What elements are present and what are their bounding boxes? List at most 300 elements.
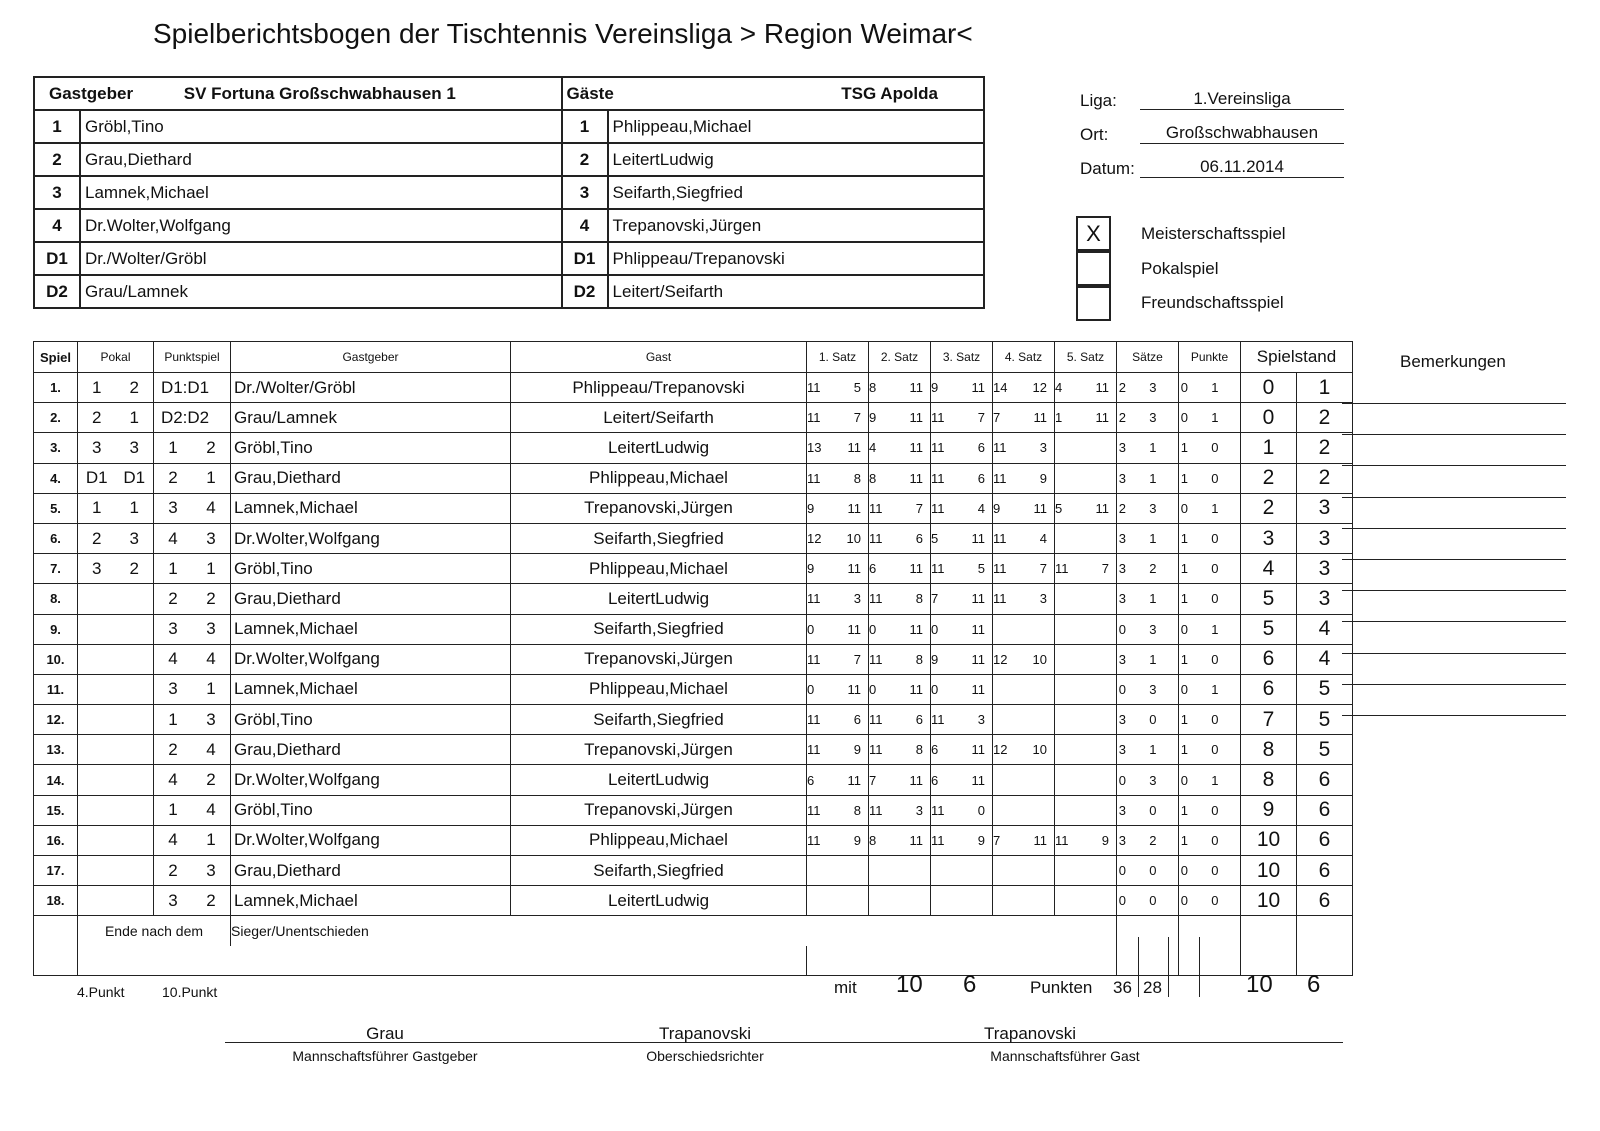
set-host: 0: [869, 681, 877, 697]
punkte-cell: [1179, 856, 1241, 886]
stand-host: 10: [1241, 825, 1297, 855]
punkte-guest: 1: [1211, 380, 1219, 396]
set-score: [931, 886, 993, 916]
saetze-host: 3: [1118, 832, 1126, 848]
set-score: [807, 373, 869, 403]
set-score: [1055, 644, 1117, 674]
set-guest: 9: [853, 832, 861, 848]
set-score: [807, 886, 869, 916]
guest-player-name: Trepanovski,Jürgen: [608, 209, 984, 242]
set-host: 0: [807, 681, 815, 697]
set-score: [993, 433, 1055, 463]
punkte-guest: 1: [1211, 772, 1219, 788]
set-guest: 11: [971, 742, 985, 758]
host-player-num: D1: [34, 242, 80, 275]
punkte-host: 1: [1180, 591, 1188, 607]
saetze-guest: 0: [1149, 893, 1157, 909]
set-score: [807, 614, 869, 644]
guest-player: Seifarth,Siegfried: [511, 856, 807, 886]
set-guest: 11: [1033, 832, 1047, 848]
game-number: 3.: [34, 433, 78, 463]
punkt-guest: 2: [206, 437, 216, 457]
remark-line: [1342, 434, 1566, 435]
saetze-guest: 0: [1149, 802, 1157, 818]
col-satz4: 4. Satz: [993, 342, 1055, 373]
punkt-host: 4: [168, 528, 178, 548]
set-host: 11: [869, 712, 883, 728]
host-player: Grau,Diethard: [231, 856, 511, 886]
saetze-cell: [1117, 825, 1179, 855]
set-host: 12: [993, 742, 1008, 758]
stand-host: 10: [1241, 886, 1297, 916]
saetze-guest: 1: [1149, 440, 1157, 456]
set-score: [807, 493, 869, 523]
set-guest: 8: [853, 802, 861, 818]
saetze-cell: [1117, 674, 1179, 704]
guest-player: Leitert/Seifarth: [511, 403, 807, 433]
set-host: 11: [993, 440, 1007, 456]
punkt-guest: 2: [206, 588, 216, 608]
set-score: [869, 705, 931, 735]
col-spielstand: Spielstand: [1241, 342, 1353, 373]
saetze-guest: 2: [1149, 561, 1157, 577]
set-host: 11: [807, 591, 821, 607]
set-guest: 0: [977, 802, 985, 818]
set-guest: 11: [909, 681, 923, 697]
col-punktspiel: Punktspiel: [154, 342, 231, 373]
set-host: 11: [869, 802, 883, 818]
col-satz5: 5. Satz: [1055, 342, 1117, 373]
player-row: [34, 242, 984, 275]
stand-guest: 4: [1297, 644, 1353, 674]
remark-line: [1342, 653, 1566, 654]
punkt-host: 2: [168, 860, 178, 880]
set-score: [869, 886, 931, 916]
guest-player: Trepanovski,Jürgen: [511, 493, 807, 523]
saetze-guest: 1: [1149, 591, 1157, 607]
punkt-guest: 1: [206, 679, 216, 699]
set-host: 11: [807, 712, 821, 728]
pokal-guest: 2: [129, 558, 139, 578]
saetze-cell: [1117, 765, 1179, 795]
stand-guest: 5: [1297, 705, 1353, 735]
pokal-cell: [78, 433, 154, 463]
saetze-host: 0: [1118, 681, 1126, 697]
host-player: Dr.Wolter,Wolfgang: [231, 644, 511, 674]
set-score: [993, 644, 1055, 674]
saetze-cell: [1117, 795, 1179, 825]
punkt-host: 1: [168, 558, 178, 578]
sig-name-host: Grau: [366, 1024, 404, 1043]
set-score: [931, 795, 993, 825]
saetze-guest: 1: [1149, 651, 1157, 667]
punkt-cell: [154, 584, 231, 614]
game-number: 16.: [34, 825, 78, 855]
set-score: [1055, 825, 1117, 855]
guest-player-num: 2: [562, 143, 608, 176]
game-row: [34, 433, 1353, 463]
set-score: [869, 614, 931, 644]
game-row: [34, 886, 1353, 916]
punkt-cell: [154, 856, 231, 886]
stand-guest: 5: [1297, 674, 1353, 704]
page-title: Spielberichtsbogen der Tischtennis Vereinsliga > Region Weimar<: [153, 18, 973, 49]
set-score: [931, 584, 993, 614]
set-score: [1055, 403, 1117, 433]
host-player: Gröbl,Tino: [231, 554, 511, 584]
set-host: 9: [931, 380, 939, 396]
punkt-host: 4: [168, 649, 178, 669]
stand-guest: 3: [1297, 493, 1353, 523]
set-score: [993, 463, 1055, 493]
game-number: 15.: [34, 795, 78, 825]
punkte-guest: 0: [1211, 470, 1219, 486]
type-checkbox-freund[interactable]: [1076, 286, 1111, 321]
punkt-cell: [154, 705, 231, 735]
set-host: 11: [931, 410, 945, 426]
game-number: 14.: [34, 765, 78, 795]
punkt-cell: [154, 373, 231, 403]
guest-player-name: LeitertLudwig: [608, 143, 984, 176]
punkte-guest: 1: [1211, 410, 1219, 426]
set-host: 11: [931, 712, 945, 728]
stand-guest: 5: [1297, 735, 1353, 765]
punkt-guest: 3: [206, 860, 216, 880]
punkte-cell: [1179, 584, 1241, 614]
host-player: Grau,Diethard: [231, 735, 511, 765]
remark-line: [1342, 497, 1566, 498]
set-host: 0: [869, 621, 877, 637]
saetze-cell: [1117, 523, 1179, 553]
set-score: [869, 523, 931, 553]
host-player: Dr./Wolter/Gröbl: [231, 373, 511, 403]
saetze-cell: [1117, 373, 1179, 403]
stand-guest: 6: [1297, 765, 1353, 795]
sig-role-referee: Oberschiedsrichter: [646, 1048, 764, 1064]
punkte-guest: 0: [1211, 893, 1219, 909]
punkt-host: 3: [168, 679, 178, 699]
sig-role-host: Mannschaftsführer Gastgeber: [292, 1048, 478, 1064]
set-host: 11: [931, 500, 945, 516]
punkte-cell: [1179, 674, 1241, 704]
set-guest: 5: [977, 561, 985, 577]
punkte-host: 0: [1180, 410, 1188, 426]
set-host: 9: [869, 410, 877, 426]
set-host: 6: [931, 742, 939, 758]
remark-line: [1342, 465, 1566, 466]
punkt-guest: 4: [206, 739, 216, 759]
set-score: [1055, 735, 1117, 765]
set-score: [869, 493, 931, 523]
col-gastgeber: Gastgeber: [231, 342, 511, 373]
set-score: [1055, 373, 1117, 403]
stand-guest: 2: [1297, 433, 1353, 463]
pokal-host: 2: [92, 528, 102, 548]
game-number: 7.: [34, 554, 78, 584]
set-guest: 7: [853, 651, 861, 667]
guest-player-num: 3: [562, 176, 608, 209]
saetze-host: 2: [1118, 380, 1126, 396]
punkte-guest: 0: [1211, 712, 1219, 728]
punkt-guest: 1: [206, 468, 216, 488]
pokal-host: 1: [92, 377, 102, 397]
set-host: 11: [1055, 832, 1069, 848]
col-satz2: 2. Satz: [869, 342, 931, 373]
set-guest: 11: [909, 621, 923, 637]
set-host: 11: [869, 742, 883, 758]
host-player-name: Dr.Wolter,Wolfgang: [80, 209, 562, 242]
punkte-cell: [1179, 523, 1241, 553]
punkte-host: 1: [1180, 832, 1188, 848]
set-guest: 11: [847, 772, 861, 788]
set-score: [807, 765, 869, 795]
sieger-label: Sieger/Unentschieden: [231, 916, 807, 946]
saetze-guest: 0: [1149, 863, 1157, 879]
host-team: SV Fortuna Großschwabhausen 1: [183, 83, 456, 103]
type-checkbox-meister[interactable]: X: [1076, 216, 1111, 251]
host-header: [34, 77, 562, 110]
saetze-host: 0: [1118, 893, 1126, 909]
set-host: 11: [931, 802, 945, 818]
set-guest: 6: [915, 712, 923, 728]
punkt-cell: [154, 463, 231, 493]
set-score: [1055, 433, 1117, 463]
stand-host: 9: [1241, 795, 1297, 825]
punkt-host: 2: [168, 468, 178, 488]
punkt-guest: 4: [206, 649, 216, 669]
set-guest: 7: [1101, 561, 1109, 577]
pokal-host: 2: [92, 407, 102, 427]
set-host: 5: [931, 531, 939, 547]
bemerkungen-label: Bemerkungen: [1400, 352, 1506, 371]
saetze-host: 2: [1118, 410, 1126, 426]
set-guest: 7: [915, 500, 923, 516]
set-host: 11: [993, 470, 1007, 486]
set-guest: 11: [909, 470, 923, 486]
set-host: 11: [869, 531, 883, 547]
remark-line: [1342, 559, 1566, 560]
set-score: [931, 373, 993, 403]
game-row: [34, 765, 1353, 795]
set-guest: 11: [1095, 380, 1109, 396]
stand-total-host: 10: [1246, 971, 1273, 998]
punkt-cell: [154, 765, 231, 795]
saetze-guest: 1: [1149, 742, 1157, 758]
game-row: [34, 644, 1353, 674]
saetze-host: 3: [1118, 742, 1126, 758]
pokal-cell: [78, 795, 154, 825]
game-number: 9.: [34, 614, 78, 644]
game-number: 6.: [34, 523, 78, 553]
punkt-host: 4: [168, 830, 178, 850]
set-score: [1055, 554, 1117, 584]
set-host: 8: [869, 380, 877, 396]
player-row: [34, 275, 984, 308]
set-guest: 9: [1039, 470, 1047, 486]
game-number: 10.: [34, 644, 78, 674]
set-host: 9: [807, 561, 815, 577]
guest-player-name: Leitert/Seifarth: [608, 275, 984, 308]
guest-player-num: 1: [562, 110, 608, 143]
stand-guest: 3: [1297, 584, 1353, 614]
set-guest: 11: [971, 591, 985, 607]
pokal-host: 3: [92, 437, 102, 457]
punkte-guest: 0: [1211, 561, 1219, 577]
saetze-cell: [1117, 886, 1179, 916]
punkte-host: 1: [1180, 470, 1188, 486]
set-score: [807, 644, 869, 674]
punkt-guest: 2: [206, 770, 216, 790]
saetze-guest: 2: [1149, 832, 1157, 848]
saetze-guest: 3: [1149, 500, 1157, 516]
punkt-cell: [154, 554, 231, 584]
saetze-host: 3: [1118, 802, 1126, 818]
host-player: Dr.Wolter,Wolfgang: [231, 523, 511, 553]
set-score: [869, 463, 931, 493]
set-host: 0: [931, 621, 939, 637]
ort-value: Großschwabhausen: [1140, 123, 1344, 144]
stand-guest: 6: [1297, 886, 1353, 916]
host-label: Gastgeber: [49, 83, 134, 103]
game-number: 5.: [34, 493, 78, 523]
game-number: 4.: [34, 463, 78, 493]
set-score: [931, 463, 993, 493]
guest-player: Seifarth,Siegfried: [511, 705, 807, 735]
set-host: 12: [807, 531, 822, 547]
set-guest: 11: [909, 410, 923, 426]
saetze-host: 3: [1118, 561, 1126, 577]
saetze-host: 0: [1118, 772, 1126, 788]
set-host: 11: [869, 500, 883, 516]
set-score: [993, 493, 1055, 523]
punkt-cell: [154, 735, 231, 765]
game-row: [34, 403, 1353, 433]
pokal-guest: 3: [129, 528, 139, 548]
type-checkbox-pokal[interactable]: [1076, 251, 1111, 286]
host-player: Gröbl,Tino: [231, 433, 511, 463]
stand-host: 6: [1241, 674, 1297, 704]
saetze-host: 3: [1118, 712, 1126, 728]
set-score: [993, 373, 1055, 403]
pokal-cell: [78, 523, 154, 553]
set-score: [807, 433, 869, 463]
final-score-guest: 6: [963, 971, 977, 998]
punkt-cell: [154, 674, 231, 704]
guest-player-num: D2: [562, 275, 608, 308]
set-guest: 11: [971, 651, 985, 667]
set-host: 7: [931, 591, 939, 607]
set-host: 7: [993, 832, 1001, 848]
player-row: [34, 176, 984, 209]
stand-host: 0: [1241, 403, 1297, 433]
games-table: [33, 341, 1353, 976]
set-host: 0: [931, 681, 939, 697]
col-punkte: Punkte: [1179, 342, 1241, 373]
punkt-guest: 1: [206, 558, 216, 578]
host-player-name: Gröbl,Tino: [80, 110, 562, 143]
set-score: [931, 856, 993, 886]
punkte-guest: 0: [1211, 440, 1219, 456]
stand-guest: 1: [1297, 373, 1353, 403]
remark-line: [1342, 621, 1566, 622]
saetze-host: 3: [1118, 531, 1126, 547]
set-host: 11: [993, 591, 1007, 607]
set-host: 11: [993, 531, 1007, 547]
final-score-host: 10: [896, 971, 923, 998]
punkt-cell: [154, 614, 231, 644]
set-score: [993, 765, 1055, 795]
set-score: [1055, 795, 1117, 825]
set-guest: 6: [853, 712, 861, 728]
pokal-cell: [78, 705, 154, 735]
set-score: [869, 856, 931, 886]
guest-header: [562, 77, 984, 110]
set-host: 11: [807, 470, 821, 486]
stand-host: 5: [1241, 614, 1297, 644]
set-guest: 8: [915, 742, 923, 758]
punkt-host: D1:D1: [160, 377, 210, 397]
set-score: [931, 523, 993, 553]
punkt-host: 4: [168, 770, 178, 790]
saetze-host: 3: [1118, 440, 1126, 456]
punkt-host: 1: [168, 800, 178, 820]
punkt-host: 3: [168, 498, 178, 518]
punkte-host: 0: [1180, 621, 1188, 637]
punkte-guest: 0: [1211, 531, 1219, 547]
host-player: Dr.Wolter,Wolfgang: [231, 765, 511, 795]
set-host: 8: [869, 832, 877, 848]
host-player: Gröbl,Tino: [231, 795, 511, 825]
punkte-cell: [1179, 825, 1241, 855]
player-row: [34, 209, 984, 242]
host-player: Lamnek,Michael: [231, 674, 511, 704]
host-player: Grau,Diethard: [231, 584, 511, 614]
set-score: [807, 795, 869, 825]
stand-host: 8: [1241, 735, 1297, 765]
set-host: 4: [869, 440, 877, 456]
game-row: [34, 705, 1353, 735]
pokal-cell: [78, 493, 154, 523]
game-row: [34, 523, 1353, 553]
pokal-cell: [78, 765, 154, 795]
game-number: 8.: [34, 584, 78, 614]
stand-host: 1: [1241, 433, 1297, 463]
set-guest: 9: [1101, 832, 1109, 848]
sig-name-guest: Trapanovski: [984, 1024, 1076, 1043]
set-guest: 6: [977, 470, 985, 486]
set-host: 6: [931, 772, 939, 788]
set-score: [931, 614, 993, 644]
set-guest: 11: [909, 380, 923, 396]
punkte-host: 1: [1180, 742, 1188, 758]
remark-line: [1342, 590, 1566, 591]
saetze-cell: [1117, 584, 1179, 614]
guest-player: LeitertLudwig: [511, 433, 807, 463]
punkte-host: 0: [1180, 772, 1188, 788]
set-guest: 8: [915, 591, 923, 607]
set-score: [1055, 856, 1117, 886]
guest-player-num: D1: [562, 242, 608, 275]
stand-guest: 3: [1297, 554, 1353, 584]
saetze-cell: [1117, 644, 1179, 674]
saetze-guest: 3: [1149, 681, 1157, 697]
guest-player: Trepanovski,Jürgen: [511, 735, 807, 765]
set-guest: 11: [971, 681, 985, 697]
pokal-guest: 2: [129, 377, 139, 397]
saetze-host: 0: [1118, 621, 1126, 637]
datum-label: Datum:: [1080, 159, 1135, 178]
set-guest: 11: [847, 621, 861, 637]
